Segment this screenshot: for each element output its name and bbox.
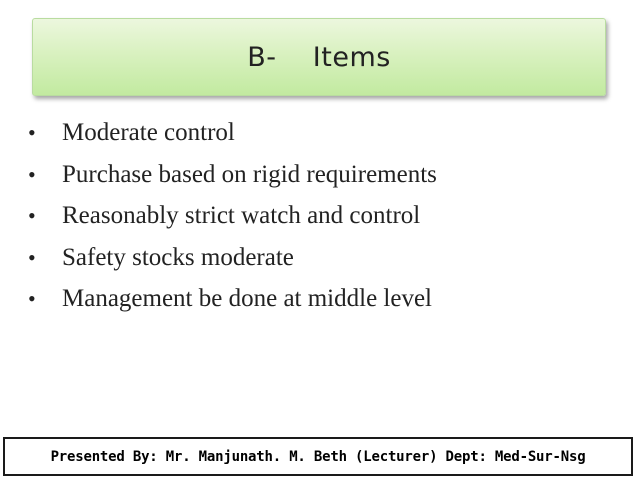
bullet-item [28, 158, 437, 200]
bullet-dot-icon: • [28, 161, 36, 187]
bullet-text: Management be done at middle level [62, 285, 433, 312]
presenter-footer [3, 437, 633, 476]
bullet-item [28, 241, 437, 283]
bullet-text: Safety stocks moderate [62, 243, 294, 271]
footer-text: Presented By: Mr. Manjunath. M. Beth (Lecturer) Dept: Med-Sur-Nsg [50, 448, 586, 465]
slide-title: B- Items [247, 41, 391, 73]
title-box [32, 18, 606, 96]
bullet-text: Purchase based on rigid requirements [62, 160, 437, 188]
bullet-item [28, 282, 437, 324]
bullet-dot-icon: • [28, 244, 36, 270]
bullet-list [28, 116, 437, 324]
bullet-item [28, 116, 437, 158]
bullet-dot-icon: • [28, 120, 36, 145]
bullet-text: Reasonably strict watch and control [62, 202, 421, 229]
bullet-dot-icon: • [28, 203, 36, 228]
bullet-text: Moderate control [62, 119, 235, 146]
bullet-dot-icon: • [28, 286, 36, 311]
bullet-item [28, 199, 437, 241]
